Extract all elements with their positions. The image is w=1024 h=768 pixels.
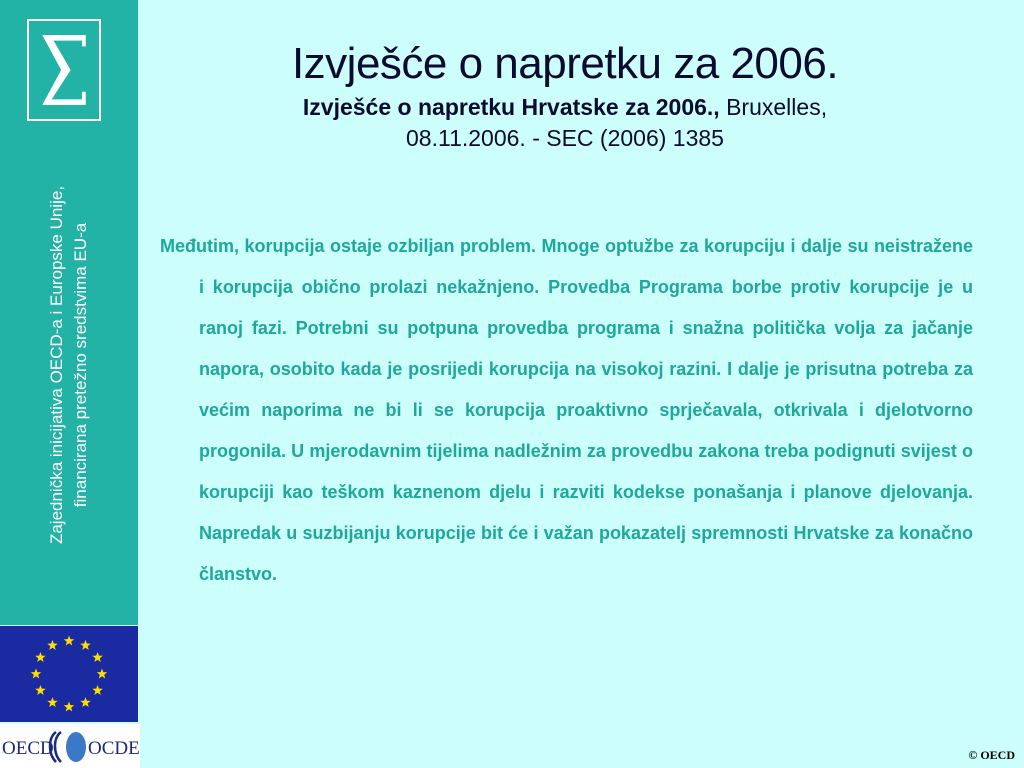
sidebar: [0, 0, 138, 625]
subtitle-bold-part: Izvješće o napretku Hrvatske za 2006.,: [302, 94, 720, 120]
eu-star-icon: [31, 669, 41, 679]
eu-star-icon: [64, 702, 74, 712]
eu-star-icon: [92, 652, 102, 662]
sidebar-caption-line1: Zajednička inicijativa OECD-a i Europske Unije,: [47, 185, 66, 545]
eu-star-icon: [35, 652, 45, 662]
eu-star-icon: [35, 685, 45, 695]
oecd-right-text: OCDE: [88, 738, 140, 759]
eu-stars-icon: [0, 626, 138, 722]
subtitle-reference: 08.11.2006. - SEC (2006) 1385: [406, 125, 724, 151]
eu-star-icon: [47, 697, 57, 707]
sidebar-caption-line2: financirana pretežno sredstvima EU-a: [71, 222, 90, 508]
copyright-notice: © OECD: [968, 748, 1015, 762]
eu-flag-logo: [0, 626, 138, 722]
oecd-logo: [0, 724, 140, 768]
subtitle-regular-part: Bruxelles,: [719, 94, 828, 120]
eu-star-icon: [80, 697, 90, 707]
slide-title-block: [175, 38, 955, 154]
sidebar-vertical-caption: [45, 140, 93, 590]
slide-title: Izvješće o napretku za 2006.: [291, 39, 839, 88]
sigma-logo: [27, 19, 101, 121]
oecd-emblem-icon: [50, 732, 86, 762]
slide-subtitle: [175, 92, 955, 154]
body-paragraph: Međutim, korupcija ostaje ozbiljan problem. Mnoge optužbe za korupciju i dalje su neistražene i korupcija obično prolazi nekažnjeno. Provedba Programa borbe protiv korupcije je u ranoj fazi. Potrebni su potpuna provedba programa i snažna politička volja za jačanje napora, osobito kada je posrijedi korupcija na visokoj razini. I dalje je prisutna potreba za većim naporima ne bi li se korupcija proaktivno sprječavala, otkrivala i djelotvorno progonila. U mjerodavnim tijelima nadležnim za provedbu zakona treba podignuti svijest o korupciji kao teškom kaznenom djelu i razviti kodekse ponašanja i planove djelovanja. Napredak u suzbijanju korupcije bit će i važan pokazatelj spremnosti Hrvatske za konačno članstvo.: [160, 236, 973, 584]
eu-star-icon: [80, 640, 90, 650]
eu-star-icon: [97, 669, 107, 679]
eu-star-icon: [92, 685, 102, 695]
sigma-icon: [29, 21, 99, 119]
oecd-left-text: OECD: [2, 738, 54, 759]
eu-star-icon: [64, 636, 74, 646]
eu-star-icon: [47, 640, 57, 650]
